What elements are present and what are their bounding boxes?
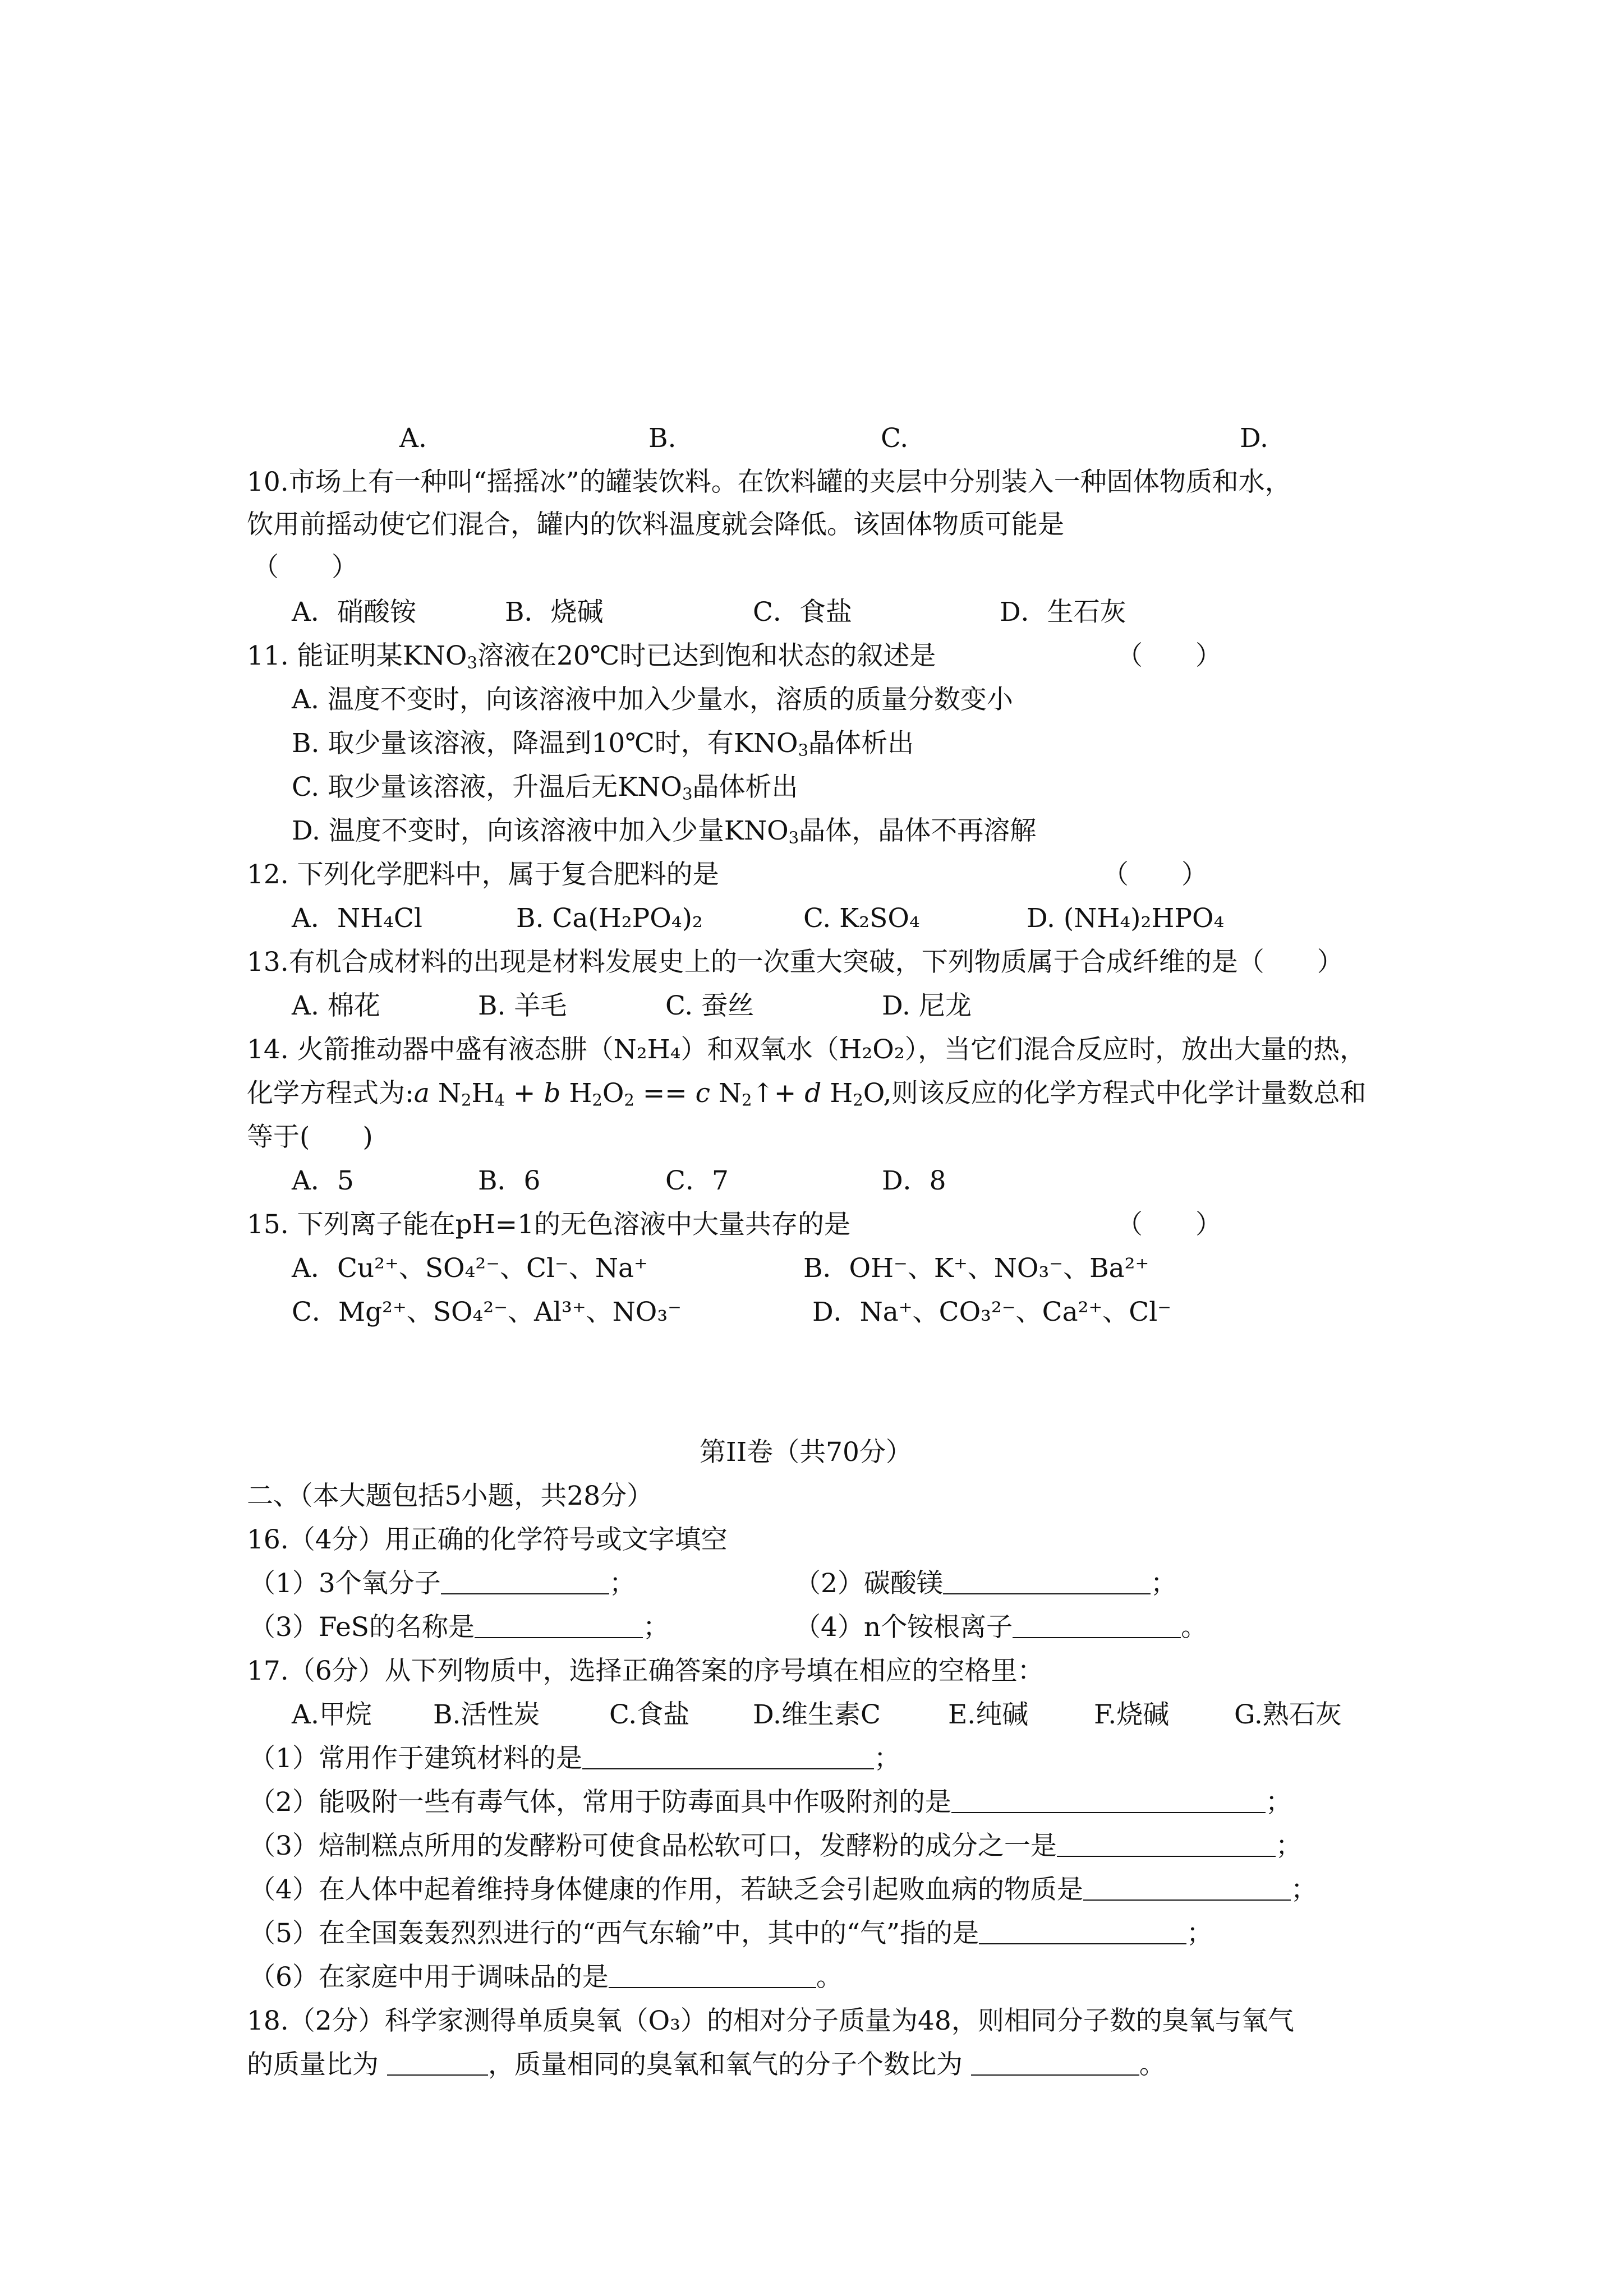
q11-stem xyxy=(247,639,936,673)
q17-semicolon: ； xyxy=(1265,1787,1292,1818)
q16-part4 xyxy=(794,1611,1207,1644)
q10-option-b: B．烧碱 xyxy=(505,597,604,628)
q9-choice-b: B. xyxy=(648,423,677,454)
q15-option-b: B．OH⁻、K⁺、NO₃⁻、Ba²⁺ xyxy=(803,1253,1149,1284)
q15-option-a: A．Cu²⁺、SO₄²⁻、Cl⁻、Na⁺ xyxy=(292,1253,648,1284)
q17-blank-6[interactable] xyxy=(609,1965,816,1988)
q17-option-b: B.活性炭 xyxy=(433,1699,540,1730)
q17-blank-1[interactable] xyxy=(582,1746,874,1769)
q16-semicolon: ； xyxy=(1150,1568,1177,1599)
q12-option-a: A．NH₄Cl xyxy=(292,903,422,934)
q17-blank-3[interactable] xyxy=(1057,1833,1276,1857)
q9-choice-c: C. xyxy=(881,423,909,454)
q16-blank-4[interactable] xyxy=(1013,1615,1181,1638)
q15-stem: 15. 下列离子能在pH=1的无色溶液中大量共存的是 xyxy=(247,1209,851,1240)
q14-line2-a: 化学方程式为: xyxy=(247,1078,414,1109)
q17-option-g: G.熟石灰 xyxy=(1234,1699,1342,1730)
q11-option-d-a: D. 温度不变时，向该溶液中加入少量 xyxy=(292,815,724,846)
q17-part2 xyxy=(249,1786,1292,1819)
q10-line2: 饮用前摇动使它们混合，罐内的饮料温度就会降低。该固体物质可能是 xyxy=(247,509,1064,540)
q16-blank-2[interactable] xyxy=(943,1571,1151,1594)
q17-semicolon: ； xyxy=(1275,1831,1302,1861)
q17-part1-label: （1）常用作于建筑材料的是 xyxy=(249,1743,582,1774)
q14-option-d: D．8 xyxy=(882,1165,946,1196)
q17-blank-2[interactable] xyxy=(951,1790,1266,1813)
q15-option-d: D．Na⁺、CO₃²⁻、Ca²⁺、Cl⁻ xyxy=(812,1297,1172,1327)
q18-period: 。 xyxy=(1139,2049,1166,2080)
q16-semicolon: ； xyxy=(642,1612,669,1643)
q16-part3-label: （3）FeS的名称是 xyxy=(249,1612,475,1643)
q12-option-c: C. K₂SO₄ xyxy=(803,903,920,934)
q10-line1: 10.市场上有一种叫“摇摇冰”的罐装饮料。在饮料罐的夹层中分别装入一种固体物质和水， xyxy=(247,467,1291,497)
q16-semicolon: ； xyxy=(609,1568,636,1599)
q14-line3: 等于( ) xyxy=(247,1122,373,1152)
q14-option-c: C．7 xyxy=(665,1165,729,1196)
q17-option-a: A.甲烷 xyxy=(292,1699,372,1730)
q17-part3 xyxy=(249,1829,1302,1863)
q11-option-c xyxy=(292,771,798,804)
q11-option-b-a: B. 取少量该溶液，降温到10℃时，有 xyxy=(292,728,734,759)
q11-option-c-a: C. 取少量该溶液，升温后无 xyxy=(292,772,618,803)
q10-option-d: D．生石灰 xyxy=(1000,597,1126,628)
q9-choice-a: A. xyxy=(399,423,427,454)
q11-option-a: A. 温度不变时，向该溶液中加入少量水，溶质的质量分数变小 xyxy=(292,684,1013,715)
q18-blank-1[interactable] xyxy=(387,2052,488,2076)
q13-option-d: D. 尼龙 xyxy=(882,990,972,1021)
q11-stem-b: 溶液在20℃时已达到饱和状态的叙述是 xyxy=(477,640,936,671)
q17-option-d: D.维生素C xyxy=(753,1699,881,1730)
q14-option-b: B．6 xyxy=(478,1165,541,1196)
kno3-formula: $KNO_3$ xyxy=(618,772,693,804)
q14-equation: a $N_2H_4 + b$ $H_2O_2 == c$ $N_2↑+ d$ $H_2O$, xyxy=(413,1078,892,1110)
q10-option-a: A．硝酸铵 xyxy=(292,597,416,628)
q17-part3-label: （3）焙制糕点所用的发酵粉可使食品松软可口，发酵粉的成分之一是 xyxy=(249,1831,1057,1861)
q13-option-a: A. 棉花 xyxy=(292,990,380,1021)
q10-option-c: C．食盐 xyxy=(753,597,852,628)
q17-part1 xyxy=(249,1742,900,1776)
q16-blank-1[interactable] xyxy=(441,1571,609,1594)
q16-stem: 16.（4分）用正确的化学符号或文字填空 xyxy=(247,1524,728,1555)
q16-part3 xyxy=(249,1611,669,1644)
q15-option-c: C．Mg²⁺、SO₄²⁻、Al³⁺、NO₃⁻ xyxy=(292,1297,682,1327)
part2-title: 第II卷（共70分） xyxy=(700,1437,912,1468)
q11-option-d xyxy=(292,814,1036,848)
q12-option-b: B. Ca(H₂PO₄)₂ xyxy=(516,903,703,934)
q14-line1: 14. 火箭推动器中盛有液态肼（N₂H₄）和双氧水（H₂O₂），当它们混合反应时，放出大量的热， xyxy=(247,1034,1367,1065)
q14-option-a: A．5 xyxy=(292,1165,354,1196)
q17-part4-label: （4）在人体中起着维持身体健康的作用，若缺乏会引起败血病的物质是 xyxy=(249,1874,1083,1905)
q18-line2-b: ，质量相同的臭氧和氧气的分子个数比为 xyxy=(487,2049,963,2080)
q17-part6 xyxy=(249,1961,843,1994)
q11-option-b-b: 晶体析出 xyxy=(808,728,914,759)
q16-blank-3[interactable] xyxy=(475,1615,643,1638)
q15-paren: （ ） xyxy=(1116,1209,1222,1240)
kno3-formula: $KNO_3$ xyxy=(724,815,799,847)
q18-blank-2[interactable] xyxy=(971,2052,1139,2076)
q16-part1-label: （1）3个氧分子 xyxy=(249,1568,441,1599)
q13-stem: 13.有机合成材料的出现是材料发展史上的一次重大突破，下列物质属于合成纤维的是（ ） xyxy=(247,947,1344,978)
q17-option-c: C.食盐 xyxy=(609,1699,690,1730)
q17-option-e: E.纯碱 xyxy=(948,1699,1029,1730)
q17-period: 。 xyxy=(816,1962,843,1993)
q14-line2-b: 则该反应的化学方程式中化学计量数总和 xyxy=(891,1078,1367,1109)
q17-semicolon: ； xyxy=(1290,1874,1317,1905)
kno3-formula: $KNO_3$ xyxy=(733,728,809,760)
q11-option-c-b: 晶体析出 xyxy=(692,772,798,803)
section2-heading: 二、（本大题包括5小题，共28分） xyxy=(247,1481,654,1511)
q18-line1: 18.（2分）科学家测得单质臭氧（O₃）的相对分子质量为48，则相同分子数的臭氧与氧气 xyxy=(247,2005,1294,2036)
q17-part6-label: （6）在家庭中用于调味品的是 xyxy=(249,1962,609,1993)
q17-option-f: F.烧碱 xyxy=(1094,1699,1170,1730)
q17-blank-4[interactable] xyxy=(1083,1877,1291,1901)
q11-option-d-b: 晶体，晶体不再溶解 xyxy=(799,815,1037,846)
q16-part1 xyxy=(249,1567,636,1601)
q13-option-b: B. 羊毛 xyxy=(478,990,567,1021)
q17-semicolon: ； xyxy=(1186,1918,1213,1949)
q9-choice-d: D. xyxy=(1240,423,1268,454)
q16-part2-label: （2）碳酸镁 xyxy=(794,1568,943,1599)
q11-option-b xyxy=(292,727,914,760)
q13-option-c: C. 蚕丝 xyxy=(665,990,755,1021)
q16-part4-label: （4）n个铵根离子 xyxy=(794,1612,1013,1643)
q12-paren: （ ） xyxy=(1102,859,1208,890)
q10-paren: （ ） xyxy=(252,552,358,583)
q18-line2 xyxy=(247,2048,1166,2082)
q17-semicolon: ； xyxy=(873,1743,900,1774)
q16-part2 xyxy=(794,1567,1177,1601)
q17-blank-5[interactable] xyxy=(979,1921,1186,1944)
q16-period: 。 xyxy=(1181,1612,1208,1643)
q17-part2-label: （2）能吸附一些有毒气体，常用于防毒面具中作吸附剂的是 xyxy=(249,1787,951,1818)
q17-part5 xyxy=(249,1917,1213,1951)
q11-stem-a: 11. 能证明某 xyxy=(247,640,403,671)
q11-paren: （ ） xyxy=(1116,640,1222,671)
q17-part4 xyxy=(249,1873,1317,1907)
q12-option-d: D. (NH₄)₂HPO₄ xyxy=(1027,903,1225,934)
kno3-formula: $KNO_3$ xyxy=(402,640,477,672)
q18-line2-a: 的质量比为 xyxy=(247,2049,379,2080)
q14-line2 xyxy=(247,1077,1367,1110)
q12-stem: 12. 下列化学肥料中，属于复合肥料的是 xyxy=(247,859,719,890)
q17-part5-label: （5）在全国轰轰烈烈进行的“西气东输”中，其中的“气”指的是 xyxy=(249,1918,979,1949)
q17-stem: 17.（6分）从下列物质中，选择正确答案的序号填在相应的空格里： xyxy=(247,1656,1044,1686)
